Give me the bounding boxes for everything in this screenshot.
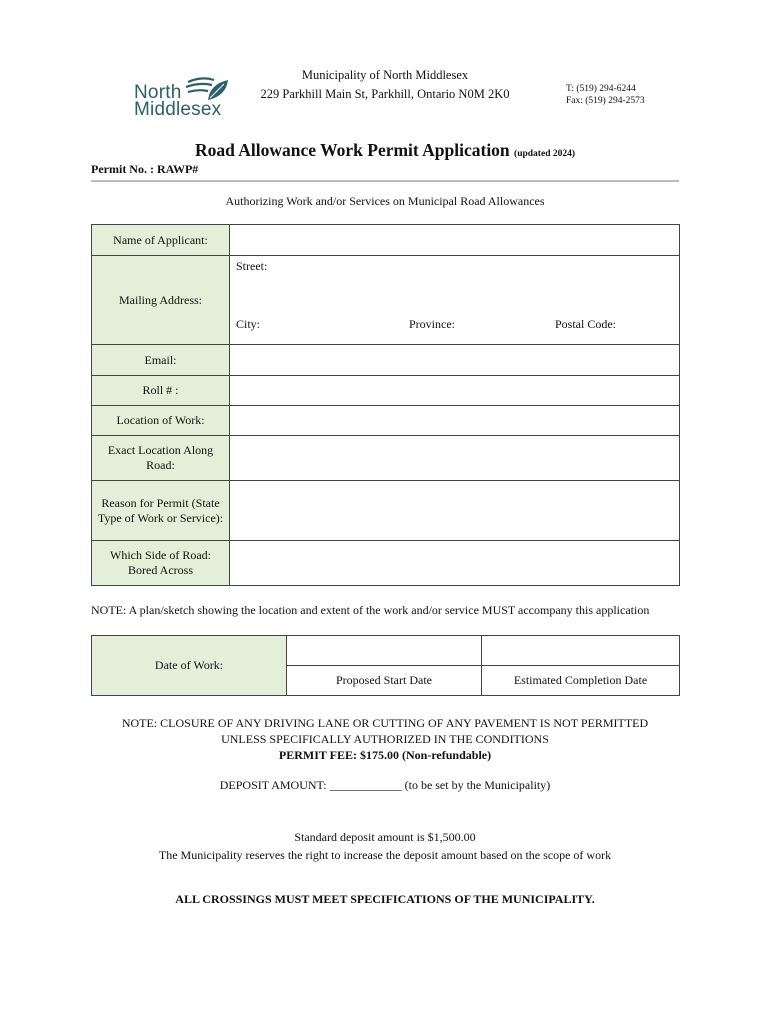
logo-word-north: North: [134, 82, 182, 103]
deposit-amount: DEPOSIT AMOUNT: ____________ (to be set by the Municipality): [219, 778, 551, 792]
divider: [91, 180, 679, 182]
standard-deposit: Standard deposit amount is $1,500.00: [294, 830, 476, 844]
city-label: City:: [236, 317, 261, 331]
plan-sketch-note: NOTE: A plan/sketch showing the location and extent of the work and/or service MUST accompany this application: [91, 603, 650, 617]
leaf-logo-icon: [184, 76, 230, 104]
proposed-start-date-field[interactable]: [287, 636, 482, 666]
title-updated: (updated 2024): [514, 149, 576, 159]
subtitle: Authorizing Work and/or Services on Municipal Road Allowances: [225, 194, 545, 208]
fax-number: Fax: (519) 294-2573: [566, 96, 645, 106]
side-of-road-label: Which Side of Road: Bored Across: [92, 541, 230, 586]
mailing-address-field[interactable]: [230, 256, 680, 345]
province-label: Province:: [409, 317, 455, 331]
estimated-completion-date-field[interactable]: [482, 636, 680, 666]
logo-word-middlesex: Middlesex: [134, 99, 222, 120]
reason-for-permit-label: Reason for Permit (State Type of Work or Service):: [92, 481, 230, 541]
deposit-info: [0, 828, 770, 864]
street-label: Street:: [236, 259, 268, 273]
location-of-work-field[interactable]: [230, 406, 680, 436]
phone-number: T: (519) 294-6244: [566, 84, 636, 94]
postal-code-label: Postal Code:: [555, 317, 617, 331]
email-field[interactable]: [230, 345, 680, 376]
proposed-start-date-label: Proposed Start Date: [287, 666, 482, 696]
title-main: Road Allowance Work Permit Application: [194, 140, 510, 160]
date-of-work-label: Date of Work:: [92, 636, 287, 696]
crossings-notice: ALL CROSSINGS MUST MEET SPECIFICATIONS OF THE MUNICIPALITY.: [175, 892, 595, 906]
mailing-address-label: Mailing Address:: [92, 256, 230, 345]
date-of-work-table: [91, 635, 680, 696]
org-name: Municipality of North Middlesex: [301, 68, 469, 82]
exact-location-label: Exact Location Along Road:: [92, 436, 230, 481]
page-title: [0, 140, 770, 161]
municipality-logo: [134, 76, 230, 122]
estimated-completion-date-label: Estimated Completion Date: [482, 666, 680, 696]
closure-note-line2: UNLESS SPECIFICALLY AUTHORIZED IN THE CONDITIONS: [221, 732, 549, 746]
roll-number-field[interactable]: [230, 376, 680, 406]
closure-note-line1: NOTE: CLOSURE OF ANY DRIVING LANE OR CUTTING OF ANY PAVEMENT IS NOT PERMITTED: [121, 716, 649, 730]
permit-number-label: Permit No. : RAWP#: [91, 162, 199, 176]
org-address: 229 Parkhill Main St, Parkhill, Ontario N0M 2K0: [260, 87, 510, 101]
location-of-work-label: Location of Work:: [92, 406, 230, 436]
reserve-right-note: The Municipality reserves the right to increase the deposit amount based on the scope of work: [158, 848, 612, 862]
applicant-form-table: [91, 224, 680, 586]
permit-fee: PERMIT FEE: $175.00 (Non-refundable): [278, 748, 492, 762]
exact-location-field[interactable]: [230, 436, 680, 481]
name-of-applicant-field[interactable]: [230, 225, 680, 256]
roll-number-label: Roll # :: [92, 376, 230, 406]
name-of-applicant-label: Name of Applicant:: [92, 225, 230, 256]
reason-for-permit-field[interactable]: [230, 481, 680, 541]
closure-note: [0, 715, 770, 763]
side-of-road-field[interactable]: [230, 541, 680, 586]
email-label: Email:: [92, 345, 230, 376]
